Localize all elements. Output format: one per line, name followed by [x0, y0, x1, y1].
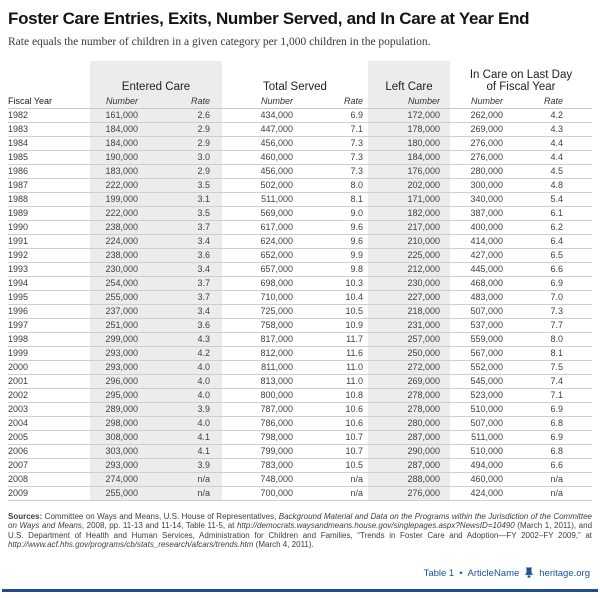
fiscal-year-cell: 2006: [8, 444, 90, 458]
table-row: [8, 458, 592, 472]
value-cell: 230,000: [90, 262, 150, 276]
value-cell: 180,000: [368, 136, 450, 150]
heritage-bell-icon: [523, 567, 535, 581]
value-cell: 276,000: [450, 150, 512, 164]
value-cell: 3.9: [150, 458, 222, 472]
value-cell: 222,000: [90, 178, 150, 192]
foster-care-table: [8, 61, 592, 501]
value-cell: 212,000: [368, 262, 450, 276]
sources-text: [8, 512, 592, 550]
fiscal-year-cell: 2008: [8, 472, 90, 486]
value-cell: 8.1: [300, 192, 368, 206]
value-cell: 161,000: [90, 108, 150, 122]
table-body: [8, 108, 592, 500]
source-citation-italic: http://www.acf.hhs.gov/programs/cb/stats_research/afcars/trends.htm: [8, 540, 254, 550]
table-head: [8, 61, 592, 108]
value-cell: 3.1: [150, 192, 222, 206]
table-row: [8, 206, 592, 220]
value-cell: 280,000: [450, 164, 512, 178]
value-cell: 710,000: [222, 290, 300, 304]
fiscal-year-cell: 1990: [8, 220, 90, 234]
fiscal-year-cell: 1998: [8, 332, 90, 346]
value-cell: 280,000: [368, 416, 450, 430]
group-header-in-care: [450, 61, 592, 94]
value-cell: 567,000: [450, 346, 512, 360]
value-cell: 2.9: [150, 122, 222, 136]
value-cell: 287,000: [368, 458, 450, 472]
value-cell: 3.9: [150, 402, 222, 416]
table-row: [8, 430, 592, 444]
fiscal-year-cell: 2004: [8, 416, 90, 430]
group-header-entered-care: Entered Care: [90, 61, 222, 94]
column-header-entered-number: Number: [90, 94, 150, 108]
fiscal-year-cell: 1983: [8, 122, 90, 136]
footer-separator: •: [459, 567, 463, 579]
value-cell: 300,000: [450, 178, 512, 192]
value-cell: 255,000: [90, 486, 150, 500]
value-cell: 7.0: [512, 290, 592, 304]
value-cell: 225,000: [368, 248, 450, 262]
value-cell: 4.3: [512, 122, 592, 136]
value-cell: 290,000: [368, 444, 450, 458]
table-row: [8, 402, 592, 416]
group-header-row: [8, 61, 592, 94]
value-cell: 10.7: [300, 430, 368, 444]
table-row: [8, 178, 592, 192]
fiscal-year-cell: 1996: [8, 304, 90, 318]
fiscal-year-cell: 1991: [8, 234, 90, 248]
value-cell: 4.0: [150, 416, 222, 430]
value-cell: n/a: [300, 472, 368, 486]
column-header-served-number: Number: [222, 94, 300, 108]
value-cell: 299,000: [90, 332, 150, 346]
value-cell: 813,000: [222, 374, 300, 388]
value-cell: 10.3: [300, 276, 368, 290]
value-cell: 10.9: [300, 318, 368, 332]
value-cell: 6.9: [300, 108, 368, 122]
value-cell: 4.4: [512, 150, 592, 164]
value-cell: 523,000: [450, 388, 512, 402]
value-cell: 3.4: [150, 262, 222, 276]
value-cell: 725,000: [222, 304, 300, 318]
value-cell: 190,000: [90, 150, 150, 164]
value-cell: 400,000: [450, 220, 512, 234]
value-cell: 798,000: [222, 430, 300, 444]
value-cell: n/a: [150, 486, 222, 500]
value-cell: 3.6: [150, 318, 222, 332]
value-cell: 8.1: [512, 346, 592, 360]
value-cell: 3.5: [150, 206, 222, 220]
value-cell: 202,000: [368, 178, 450, 192]
value-cell: 434,000: [222, 108, 300, 122]
value-cell: 10.6: [300, 416, 368, 430]
fiscal-year-cell: 1982: [8, 108, 90, 122]
value-cell: 786,000: [222, 416, 300, 430]
value-cell: 387,000: [450, 206, 512, 220]
value-cell: 10.7: [300, 444, 368, 458]
value-cell: 748,000: [222, 472, 300, 486]
group-header-total-served: Total Served: [263, 81, 327, 93]
value-cell: 230,000: [368, 276, 450, 290]
value-cell: 217,000: [368, 220, 450, 234]
source-citation-text: (March 4, 2011).: [253, 540, 314, 550]
table-row: [8, 164, 592, 178]
value-cell: 507,000: [450, 304, 512, 318]
table-row: [8, 192, 592, 206]
fiscal-year-cell: 1999: [8, 346, 90, 360]
value-cell: 222,000: [90, 206, 150, 220]
footer: [424, 566, 590, 580]
value-cell: 171,000: [368, 192, 450, 206]
value-cell: 255,000: [90, 290, 150, 304]
value-cell: 3.4: [150, 304, 222, 318]
value-cell: 184,000: [90, 136, 150, 150]
value-cell: 7.3: [512, 304, 592, 318]
value-cell: 3.0: [150, 150, 222, 164]
bottom-accent-bar: [2, 589, 598, 592]
value-cell: 6.6: [512, 458, 592, 472]
value-cell: 811,000: [222, 360, 300, 374]
value-cell: 7.1: [300, 122, 368, 136]
fiscal-year-cell: 1984: [8, 136, 90, 150]
source-citation-italic: http://democrats.waysandmeans.house.gov/singlepages.aspx?NewsID=10490: [236, 521, 515, 531]
table-row: [8, 122, 592, 136]
value-cell: 6.8: [512, 444, 592, 458]
value-cell: 254,000: [90, 276, 150, 290]
value-cell: 2.9: [150, 136, 222, 150]
value-cell: 10.5: [300, 458, 368, 472]
fiscal-year-cell: 1986: [8, 164, 90, 178]
page-title: Foster Care Entries, Exits, Number Served, and In Care at Year End: [8, 9, 530, 28]
value-cell: 6.6: [512, 262, 592, 276]
value-cell: 224,000: [90, 234, 150, 248]
value-cell: 6.8: [512, 416, 592, 430]
value-cell: 787,000: [222, 402, 300, 416]
value-cell: 5.4: [512, 192, 592, 206]
value-cell: 6.5: [512, 248, 592, 262]
value-cell: 11.0: [300, 360, 368, 374]
value-cell: 569,000: [222, 206, 300, 220]
value-cell: 308,000: [90, 430, 150, 444]
value-cell: 545,000: [450, 374, 512, 388]
fiscal-year-cell: 2005: [8, 430, 90, 444]
value-cell: 288,000: [368, 472, 450, 486]
fiscal-year-cell: 1993: [8, 262, 90, 276]
value-cell: 657,000: [222, 262, 300, 276]
table-row: [8, 262, 592, 276]
value-cell: 4.2: [150, 346, 222, 360]
value-cell: 424,000: [450, 486, 512, 500]
column-header-served-rate: Rate: [300, 94, 368, 108]
value-cell: 262,000: [450, 108, 512, 122]
value-cell: 511,000: [222, 192, 300, 206]
table-row: [8, 304, 592, 318]
source-citation-text: (March 1, 2011), and U.S. Department of Health and Human Services, Administration for Children and Families, “Trends in Foster Care and Adoption—FY 2002–FY 2009,” at: [8, 521, 593, 540]
column-header-incare-rate: Rate: [512, 94, 592, 108]
table-row: [8, 472, 592, 486]
value-cell: 6.2: [512, 220, 592, 234]
table-row: [8, 332, 592, 346]
value-cell: 9.0: [300, 206, 368, 220]
value-cell: 178,000: [368, 122, 450, 136]
table-row: [8, 108, 592, 122]
value-cell: 231,000: [368, 318, 450, 332]
fiscal-year-cell: 1985: [8, 150, 90, 164]
value-cell: 184,000: [368, 150, 450, 164]
value-cell: 559,000: [450, 332, 512, 346]
group-header-spacer: [8, 61, 90, 94]
value-cell: 7.5: [512, 360, 592, 374]
fiscal-year-cell: 2001: [8, 374, 90, 388]
table-row: [8, 444, 592, 458]
table-row: [8, 136, 592, 150]
value-cell: 456,000: [222, 136, 300, 150]
value-cell: 494,000: [450, 458, 512, 472]
value-cell: 4.8: [512, 178, 592, 192]
value-cell: 182,000: [368, 206, 450, 220]
table-row: [8, 220, 592, 234]
value-cell: 800,000: [222, 388, 300, 402]
fiscal-year-cell: 2002: [8, 388, 90, 402]
value-cell: 7.1: [512, 388, 592, 402]
footer-article-name: ArticleName: [467, 567, 520, 579]
value-cell: 445,000: [450, 262, 512, 276]
value-cell: 287,000: [368, 430, 450, 444]
value-cell: 293,000: [90, 458, 150, 472]
value-cell: 11.7: [300, 332, 368, 346]
table-row: [8, 346, 592, 360]
value-cell: 4.0: [150, 374, 222, 388]
value-cell: 274,000: [90, 472, 150, 486]
value-cell: 447,000: [222, 122, 300, 136]
value-cell: 817,000: [222, 332, 300, 346]
value-cell: 460,000: [450, 472, 512, 486]
table-row: [8, 234, 592, 248]
value-cell: 298,000: [90, 416, 150, 430]
value-cell: 758,000: [222, 318, 300, 332]
value-cell: 652,000: [222, 248, 300, 262]
value-cell: 483,000: [450, 290, 512, 304]
fiscal-year-cell: 1987: [8, 178, 90, 192]
value-cell: 552,000: [450, 360, 512, 374]
value-cell: 10.8: [300, 388, 368, 402]
value-cell: 9.9: [300, 248, 368, 262]
value-cell: 11.0: [300, 374, 368, 388]
value-cell: 427,000: [450, 248, 512, 262]
value-cell: 414,000: [450, 234, 512, 248]
value-cell: 278,000: [368, 388, 450, 402]
value-cell: 812,000: [222, 346, 300, 360]
table-row: [8, 150, 592, 164]
table-row: [8, 248, 592, 262]
value-cell: 6.9: [512, 402, 592, 416]
value-cell: 6.9: [512, 430, 592, 444]
value-cell: n/a: [300, 486, 368, 500]
table-row: [8, 486, 592, 500]
fiscal-year-cell: 1994: [8, 276, 90, 290]
fiscal-year-cell: 2009: [8, 486, 90, 500]
column-header-left-number: Number: [368, 94, 450, 108]
value-cell: 10.4: [300, 290, 368, 304]
column-header-fiscal-year: Fiscal Year: [8, 94, 90, 108]
table-row: [8, 388, 592, 402]
value-cell: 537,000: [450, 318, 512, 332]
value-cell: 237,000: [90, 304, 150, 318]
value-cell: 238,000: [90, 220, 150, 234]
value-cell: 507,000: [450, 416, 512, 430]
value-cell: 510,000: [450, 402, 512, 416]
value-cell: n/a: [512, 472, 592, 486]
fiscal-year-cell: 1995: [8, 290, 90, 304]
value-cell: 8.0: [300, 178, 368, 192]
value-cell: 8.0: [512, 332, 592, 346]
value-cell: 210,000: [368, 234, 450, 248]
value-cell: 4.3: [150, 332, 222, 346]
value-cell: 7.3: [300, 164, 368, 178]
value-cell: 238,000: [90, 248, 150, 262]
source-citation-text: Sources:: [8, 511, 45, 521]
value-cell: 295,000: [90, 388, 150, 402]
source-citation-italic: Background Material and Data on the Programs within the Jurisdiction of the Committee on Ways and Means: [8, 511, 592, 531]
value-cell: 456,000: [222, 164, 300, 178]
value-cell: 269,000: [450, 122, 512, 136]
group-header-in-care-label: In Care on Last Day of Fiscal Year: [469, 69, 573, 93]
value-cell: 4.1: [150, 444, 222, 458]
value-cell: 7.3: [300, 150, 368, 164]
value-cell: 617,000: [222, 220, 300, 234]
value-cell: 3.6: [150, 248, 222, 262]
table-row: [8, 290, 592, 304]
value-cell: 698,000: [222, 276, 300, 290]
value-cell: 3.7: [150, 276, 222, 290]
value-cell: 10.5: [300, 304, 368, 318]
value-cell: 7.4: [512, 374, 592, 388]
value-cell: 4.0: [150, 360, 222, 374]
sub-header-row: [8, 94, 592, 108]
value-cell: 3.7: [150, 220, 222, 234]
value-cell: 4.4: [512, 136, 592, 150]
value-cell: 251,000: [90, 318, 150, 332]
fiscal-year-cell: 1997: [8, 318, 90, 332]
value-cell: 799,000: [222, 444, 300, 458]
value-cell: 7.7: [512, 318, 592, 332]
value-cell: 199,000: [90, 192, 150, 206]
fiscal-year-cell: 1992: [8, 248, 90, 262]
value-cell: 293,000: [90, 346, 150, 360]
value-cell: 511,000: [450, 430, 512, 444]
value-cell: 783,000: [222, 458, 300, 472]
value-cell: 3.5: [150, 178, 222, 192]
value-cell: 4.1: [150, 430, 222, 444]
value-cell: 296,000: [90, 374, 150, 388]
value-cell: 9.6: [300, 220, 368, 234]
value-cell: 460,000: [222, 150, 300, 164]
value-cell: 183,000: [90, 164, 150, 178]
value-cell: 468,000: [450, 276, 512, 290]
footer-site-link: heritage.org: [539, 567, 590, 579]
group-header-left-care: Left Care: [368, 61, 450, 94]
value-cell: 176,000: [368, 164, 450, 178]
value-cell: 502,000: [222, 178, 300, 192]
value-cell: 340,000: [450, 192, 512, 206]
value-cell: 276,000: [368, 486, 450, 500]
fiscal-year-cell: 2007: [8, 458, 90, 472]
value-cell: 184,000: [90, 122, 150, 136]
fiscal-year-cell: 1989: [8, 206, 90, 220]
value-cell: 272,000: [368, 360, 450, 374]
column-header-entered-rate: Rate: [150, 94, 222, 108]
value-cell: n/a: [512, 486, 592, 500]
value-cell: 4.5: [512, 164, 592, 178]
column-header-incare-number: Number: [450, 94, 512, 108]
value-cell: 7.3: [300, 136, 368, 150]
value-cell: n/a: [150, 472, 222, 486]
value-cell: 11.6: [300, 346, 368, 360]
value-cell: 624,000: [222, 234, 300, 248]
value-cell: 3.7: [150, 290, 222, 304]
value-cell: 10.6: [300, 402, 368, 416]
value-cell: 4.2: [512, 108, 592, 122]
value-cell: 293,000: [90, 360, 150, 374]
value-cell: 257,000: [368, 332, 450, 346]
value-cell: 9.6: [300, 234, 368, 248]
value-cell: 2.9: [150, 164, 222, 178]
value-cell: 172,000: [368, 108, 450, 122]
value-cell: 4.0: [150, 388, 222, 402]
source-citation-text: , 2008, pp. 11-13 and 11-14, Table 11-5, at: [81, 521, 237, 531]
value-cell: 250,000: [368, 346, 450, 360]
value-cell: 276,000: [450, 136, 512, 150]
value-cell: 278,000: [368, 402, 450, 416]
value-cell: 3.4: [150, 234, 222, 248]
footer-table-label: Table 1: [423, 567, 455, 579]
value-cell: 6.9: [512, 276, 592, 290]
table-row: [8, 374, 592, 388]
value-cell: 227,000: [368, 290, 450, 304]
value-cell: 289,000: [90, 402, 150, 416]
fiscal-year-cell: 2000: [8, 360, 90, 374]
value-cell: 6.4: [512, 234, 592, 248]
source-citation-text: Committee on Ways and Means, U.S. House of Representatives,: [44, 511, 279, 521]
value-cell: 269,000: [368, 374, 450, 388]
table-row: [8, 416, 592, 430]
value-cell: 9.8: [300, 262, 368, 276]
value-cell: 2.6: [150, 108, 222, 122]
table-row: [8, 318, 592, 332]
value-cell: 700,000: [222, 486, 300, 500]
fiscal-year-cell: 2003: [8, 402, 90, 416]
value-cell: 510,000: [450, 444, 512, 458]
value-cell: 218,000: [368, 304, 450, 318]
value-cell: 303,000: [90, 444, 150, 458]
value-cell: 6.1: [512, 206, 592, 220]
table-row: [8, 360, 592, 374]
table-row: [8, 276, 592, 290]
fiscal-year-cell: 1988: [8, 192, 90, 206]
page-subtitle: Rate equals the number of children in a given category per 1,000 children in the population.: [8, 36, 431, 48]
